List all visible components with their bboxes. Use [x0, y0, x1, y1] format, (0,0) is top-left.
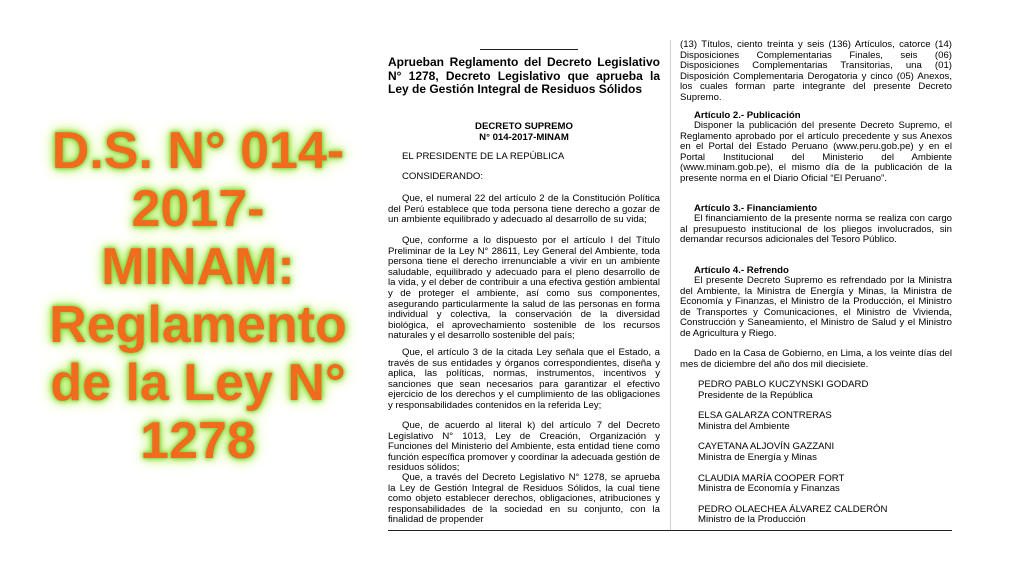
signature-name: CLAUDIA MARÍA COOPER FORT — [698, 472, 845, 484]
overlay-title-line: Reglamento — [49, 296, 347, 354]
signature-block — [698, 380, 952, 526]
article-4-title: Artículo 4.- Refrendo — [694, 265, 789, 276]
signature-role: Presidente de la República — [698, 389, 813, 401]
paragraph: Que, el artículo 3 de la citada Ley señala que el Estado, a través de sus entidades y órganos correspondientes, diseña y aplica, las políticas, normas, instrumentos, incentivos y sanciones que sean necesarios para garantizar el efectivo ejercicio de los derechos y el cumplimiento de las obligaciones y responsabilidades contenidos en la referida Ley; — [388, 347, 660, 411]
column-divider — [670, 40, 671, 530]
signature-name: PEDRO PABLO KUCZYNSKI GODARD — [698, 379, 869, 390]
article-3-title: Artículo 3.- Financiamiento — [694, 203, 818, 214]
decree-number: N° 014-2017-MINAM — [479, 131, 569, 143]
paragraph: Que, conforme a lo dispuesto por el artículo I del Título Preliminar de la Ley N° 28611, Ley General del Ambiente, toda persona tiene el derecho irrenunciable a vivir en un ambiente saludable, equilibrado y adecuado para el pleno desarrollo de la vida, y el deber de contribuir a una efectiva gestión ambiental y de proteger el ambiente, así como sus componentes, asegurando particularmente la salud de las personas en forma individual y colectiva, la conservación de la diversidad biológica, el aprovechamiento sostenible de los recursos naturales y el desarrollo sostenible del país; — [388, 235, 660, 342]
article-4-text: El presente Decreto Supremo es refrendado por la Ministra del Ambiente, la Ministra de Energía y Minas, la Ministra de Economía y Finanzas, el Ministro de la Producción, el Ministro de Transportes y Comunicaciones, el Ministro de Vivienda, Construcción y Saneamiento, el Ministro de Salud y el Ministro de Agricultura y Riego. — [680, 275, 952, 339]
signature-role: Ministra de Energía y Minas — [698, 451, 817, 463]
signature-role: Ministra del Ambiente — [698, 420, 790, 432]
signature-name: CAYETANA ALJOVÍN GAZZANI — [698, 441, 835, 453]
header-rule — [480, 49, 578, 50]
overlay-title — [18, 122, 378, 470]
article-2-text: Disponer la publicación del presente Decreto Supremo, el Reglamento aprobado por el artículo precedente y sus Anexos en el Portal del Estado Peruano (www.peru.gob.pe) y en el Portal Institucional del Ministerio del Ambiente (www.minam.gob.pe), el mismo día de la publicación de la presente norma en el Diario Oficial “El Peruano”. — [680, 120, 952, 184]
paragraph: Que, de acuerdo al literal k) del artículo 7 del Decreto Legislativo N° 1013, Ley de Creación, Organización y Funciones del Ministerio del Ambiente, esta entidad tiene como función específica promover y coordinar la adecuada gestión de residuos sólidos; — [388, 420, 660, 474]
paragraph: (13) Títulos, ciento treinta y seis (136) Artículos, catorce (14) Disposiciones Complementarias Finales, seis (06) Disposiciones Complementarias Transitorias, una (01) Disposición Complementaria Derogatoria y cinco (05) Anexos, los cuales forman parte integrante del presente Decreto Supremo. — [680, 39, 952, 103]
signature-name: PEDRO OLAECHEA ÁLVAREZ CALDERÓN — [698, 503, 888, 515]
considerando-label: CONSIDERANDO: — [402, 171, 484, 182]
closing-text: Dado en la Casa de Gobierno, en Lima, a los veinte días del mes de diciembre del año dos mil diecisiete. — [680, 348, 952, 370]
decree-title: Aprueban Reglamento del Decreto Legislativo N° 1278, Decreto Legislativo que aprueba la Ley de Gestión Integral de Residuos Sólidos — [388, 55, 660, 96]
decree-heading — [388, 122, 660, 143]
president-line: EL PRESIDENTE DE LA REPÚBLICA — [402, 151, 565, 162]
article-3-text: El financiamiento de la presente norma se realiza con cargo al presupuesto institucional de los pliegos involucrados, sin demandar recursos adicionales del Tesoro Público. — [680, 213, 952, 246]
paragraph: Que, el numeral 22 del artículo 2 de la Constitución Política del Perú establece que toda persona tiene derecho a gozar de un ambiente equilibrado y adecuado al desarrollo de su vida; — [388, 193, 660, 226]
decree-type: DECRETO SUPREMO — [475, 121, 573, 132]
overlay-title-line: 2017- — [131, 180, 265, 238]
overlay-title-line: D.S. N° 014- — [51, 122, 345, 180]
overlay-title-line: de la Ley N° — [50, 354, 346, 412]
footer-rule — [388, 530, 952, 531]
signature-role: Ministra de Economía y Finanzas — [698, 483, 840, 495]
signature-role: Ministro de la Producción — [698, 514, 806, 526]
article-2-title: Artículo 2.- Publicación — [694, 110, 801, 121]
paragraph: Que, a través del Decreto Legislativo N° 1278, se aprueba la Ley de Gestión Integral de Residuos Sólidos, la cual tiene como objeto establecer derechos, obligaciones, atribuciones y responsabilidades de la sociedad en su conjunto, con la finalidad de propender — [388, 472, 660, 526]
signature-name: ELSA GALARZA CONTRERAS — [698, 410, 832, 422]
overlay-title-line: MINAM: — [101, 238, 295, 296]
overlay-title-line: 1278 — [140, 412, 256, 470]
